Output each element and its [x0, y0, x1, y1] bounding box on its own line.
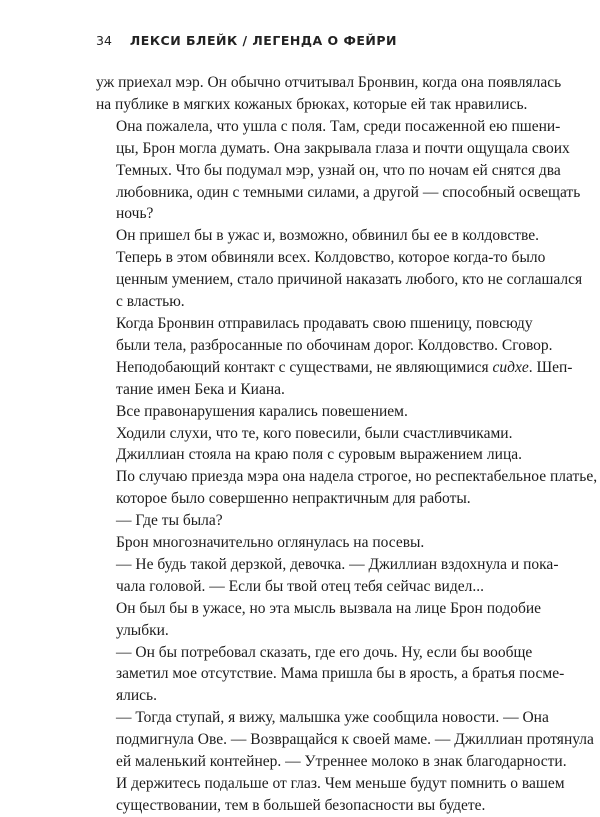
text-line: на публике в мягких кожаных брюках, которые ей так нравились. — [96, 95, 528, 113]
text-line: Он пришел бы в ужас и, возможно, обвинил бы ее в колдовстве. — [116, 227, 539, 245]
text-line: которое было совершенно непрактичным для работы. — [116, 490, 471, 508]
italic-term: сидхе — [492, 358, 529, 376]
text-line: — Он бы потребовал сказать, где его дочь. Ну, если бы вообще — [116, 643, 533, 661]
paragraph — [96, 444, 598, 510]
text-line: существовании, тем в большей безопасности вы будете. — [116, 796, 486, 814]
paragraph — [96, 554, 559, 598]
text-line: ей маленький контейнер. — Утреннее молоко в знак благодарности. — [116, 753, 567, 771]
text-line: с властью. — [116, 293, 185, 311]
text-line: Она пожалела, что ушла с поля. Там, среди посаженной ею пшени- — [116, 117, 561, 135]
text-line: Все правонарушения карались повешением. — [116, 402, 408, 420]
paragraph — [96, 707, 594, 817]
text-line: Джиллиан стояла на краю поля с суровым выражением лица. — [116, 446, 522, 464]
text-line: Темных. Что бы подумал мэр, узнай он, что по ночам ей снятся два — [116, 161, 561, 179]
paragraph — [96, 225, 583, 313]
paragraph — [96, 423, 522, 445]
body-text — [96, 72, 598, 817]
text-line: Теперь в этом обвиняли всех. Колдовство, которое когда-то было — [116, 249, 546, 267]
running-title: ЛЕКСИ БЛЕЙК / ЛЕГЕНДА О ФЕЙРИ — [129, 33, 397, 48]
text-line: — Не будь такой дерзкой, девочка. — Джиллиан вздохнула и пока- — [116, 555, 559, 573]
paragraph — [96, 532, 522, 554]
text-line: были тела, разбросанные по обочинам дорог. Колдовство. Сговор. — [116, 336, 553, 354]
text-line: улыбки. — [116, 621, 169, 639]
text-line: уж приехал мэр. Он обычно отчитывал Бронвин, когда она появлялась — [96, 74, 562, 91]
text-line: ценным умением, стало причиной наказать любого, кто не соглашался — [116, 271, 583, 289]
running-header — [96, 33, 536, 48]
text-line: любовника, один с темными силами, а другой — способный освещать — [116, 183, 581, 201]
text-line: ялись. — [116, 687, 157, 705]
text-line: чала головой. — Если бы твой отец тебя сейчас видел... — [116, 577, 484, 595]
text-line: — Где ты была? — [116, 512, 223, 530]
paragraph — [96, 313, 573, 401]
paragraph — [96, 642, 565, 708]
paragraph — [96, 598, 542, 642]
text-line: цы, Брон могла думать. Она закрывала глаза и почти ощущала своих — [116, 139, 570, 157]
text-line: тание имен Бека и Киана. — [116, 380, 285, 398]
text-line: подмигнула Ове. — Возвращайся к своей маме. — Джиллиан протянула — [116, 731, 594, 749]
paragraph — [96, 401, 522, 423]
text-line: Ходили слухи, что те, кого повесили, были счастливчиками. — [116, 424, 513, 442]
text-line: — Тогда ступай, я вижу, малышка уже сообщила новости. — Она — [116, 709, 549, 727]
text-line: Неподобающий контакт с существами, не являющимися сидхе. Шеп- — [116, 358, 573, 376]
text-line: И держитесь подальше от глаз. Чем меньше будут помнить о вашем — [116, 775, 565, 792]
paragraph — [96, 510, 522, 532]
text-line: Брон многозначительно оглянулась на посевы. — [116, 534, 425, 552]
text-line: По случаю приезда мэра она надела строгое, но респектабельное платье, — [116, 468, 598, 486]
text-line: Он был бы в ужасе, но эта мысль вызвала на лице Брон подобие — [116, 599, 542, 617]
text-line: заметил мое отсутствие. Мама пришла бы в ярость, а братья посме- — [116, 665, 565, 683]
text-line: ночь? — [116, 205, 154, 223]
paragraph — [96, 72, 562, 116]
paragraph — [96, 116, 581, 226]
text-line: Когда Бронвин отправилась продавать свою пшеницу, повсюду — [116, 314, 533, 332]
page-number: 34 — [96, 33, 112, 48]
